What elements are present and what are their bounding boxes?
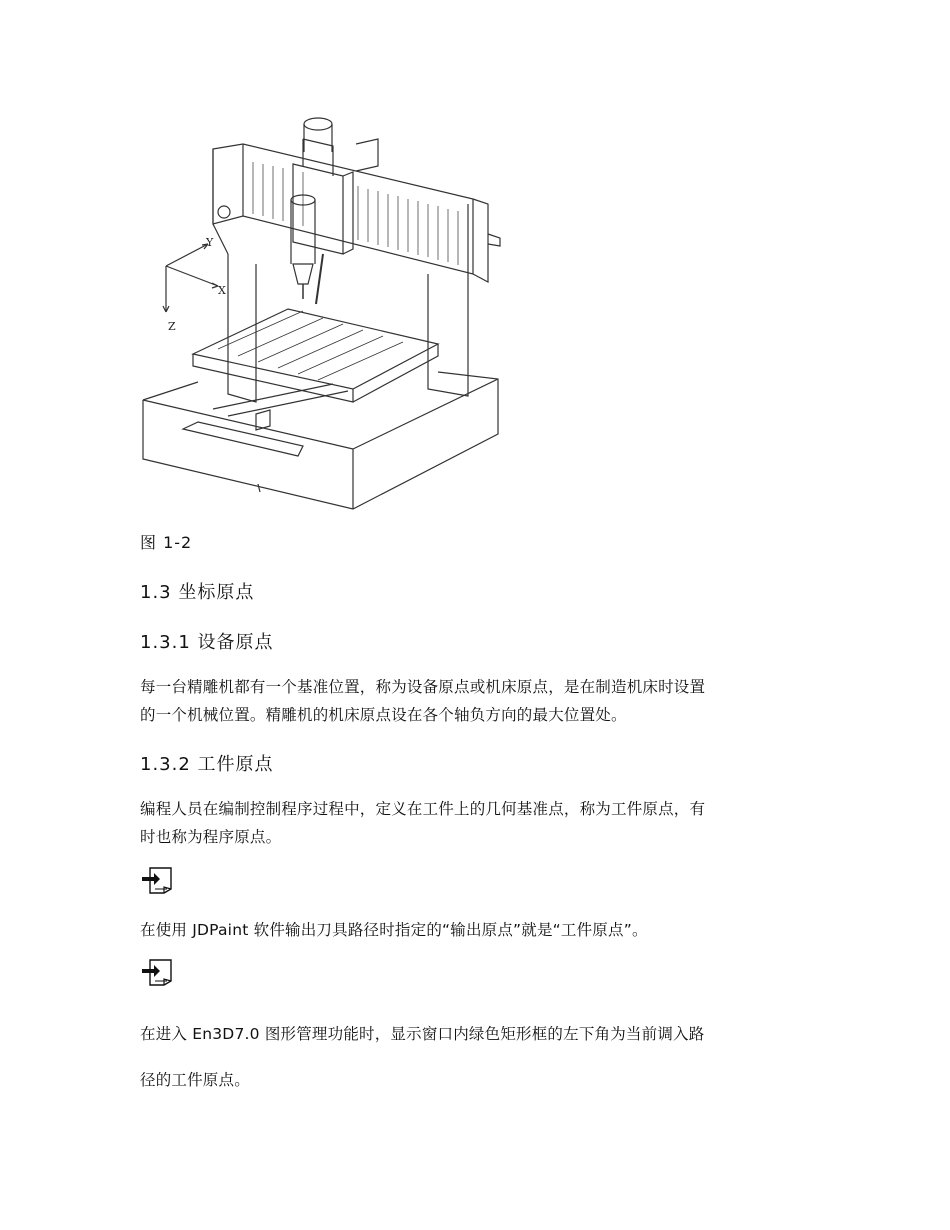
engraving-machine-figure (138, 104, 508, 512)
paragraph-line: 的一个机械位置。精雕机的机床原点设在各个轴负方向的最大位置处。 (140, 706, 627, 724)
paragraph-workpiece-origin (140, 795, 810, 851)
x-axis-label: X (218, 284, 226, 297)
section-heading-1-3: 1.3 坐标原点 (140, 582, 255, 603)
note-text-1: 在使用 JDPaint 软件输出刀具路径时指定的“输出原点”就是“工件原点”。 (140, 921, 648, 939)
paragraph-line: 编程人员在编制控制程序过程中，定义在工件上的几何基准点，称为工件原点，有 (140, 800, 706, 818)
section-heading-1-3-1: 1.3.1 设备原点 (140, 632, 274, 653)
paragraph-line: 在进入 En3D7.0 图形管理功能时，显示窗口内绿色矩形框的左下角为当前调入路 (140, 1025, 705, 1043)
paragraph-line: 径的工件原点。 (140, 1071, 250, 1089)
z-axis-label: Z (168, 320, 176, 333)
note-text-2 (140, 1011, 810, 1103)
section-heading-1-3-2: 1.3.2 工件原点 (140, 754, 274, 775)
paragraph-device-origin (140, 673, 810, 729)
paragraph-line: 每一台精雕机都有一个基准位置，称为设备原点或机床原点，是在制造机床时设置 (140, 678, 706, 696)
paragraph-line: 时也称为程序原点。 (140, 828, 282, 846)
note-icon (140, 865, 174, 895)
figure-caption: 图 1-2 (140, 533, 193, 552)
y-axis-label: Y (206, 236, 214, 249)
note-icon (140, 957, 174, 987)
